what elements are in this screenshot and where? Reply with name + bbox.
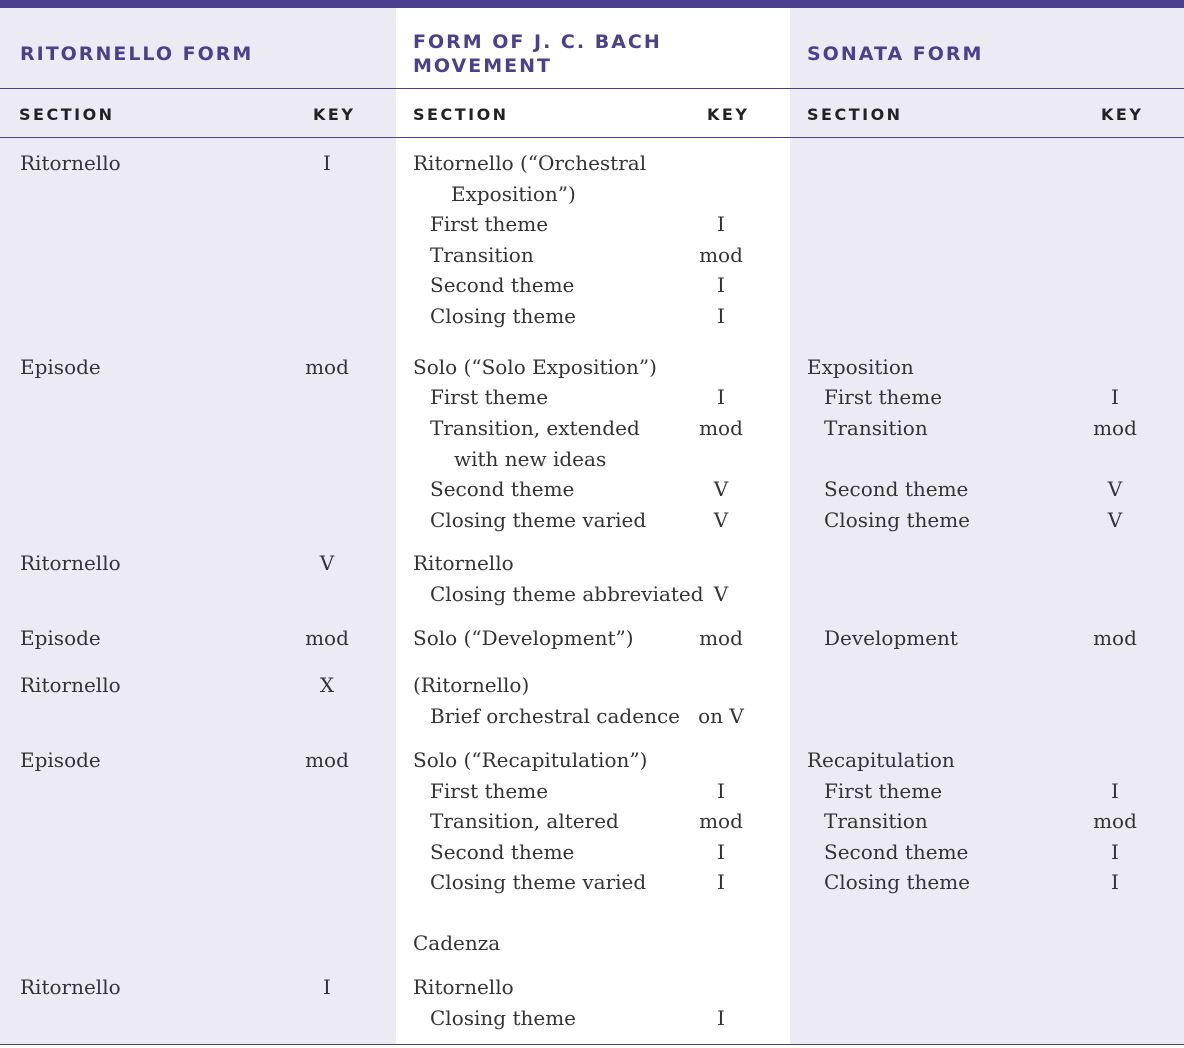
sonata-section-cell: Exposition bbox=[807, 355, 914, 379]
ritornello-key-cell: V bbox=[319, 551, 335, 575]
sonata-section-cell: Development bbox=[824, 626, 958, 650]
bach-key-cell: I bbox=[717, 273, 725, 297]
bach-section-cell: with new ideas bbox=[454, 447, 607, 471]
sonata-section-cell: Transition bbox=[824, 416, 928, 440]
bach-section-cell: Ritornello bbox=[413, 551, 514, 575]
ritornello-section-cell: Ritornello bbox=[20, 673, 121, 697]
bach-section-cell: Second theme bbox=[430, 477, 575, 501]
bach-section-cell: Solo (“Recapitulation”) bbox=[413, 748, 648, 772]
bach-section-cell: Closing theme bbox=[430, 304, 576, 328]
bach-key-cell: I bbox=[717, 1006, 725, 1030]
sonata-key-cell: V bbox=[1107, 477, 1123, 501]
bach-section-cell: Closing theme varied bbox=[430, 508, 647, 532]
sonata-key-cell: I bbox=[1111, 840, 1119, 864]
bach-key-cell: mod bbox=[699, 809, 743, 833]
bach-section-cell: First theme bbox=[430, 212, 549, 236]
bach-form-heading: FORM OF J. C. BACH MOVEMENT bbox=[413, 31, 662, 77]
bach-key-cell: mod bbox=[699, 416, 743, 440]
ritornello-section-header: SECTION bbox=[19, 105, 115, 124]
bach-section-cell: Closing theme bbox=[430, 1006, 576, 1030]
sonata-section-cell: Second theme bbox=[824, 477, 969, 501]
ritornello-section-cell: Ritornello bbox=[20, 975, 121, 999]
ritornello-key-cell: mod bbox=[305, 355, 349, 379]
bach-section-cell: Closing theme abbreviated bbox=[430, 582, 704, 606]
ritornello-key-header: KEY bbox=[313, 105, 356, 124]
bach-section-header: SECTION bbox=[413, 105, 509, 124]
sonata-key-cell: I bbox=[1111, 385, 1119, 409]
bach-section-cell: Solo (“Solo Exposition”) bbox=[413, 355, 657, 379]
bach-section-cell: Closing theme varied bbox=[430, 870, 647, 894]
ritornello-key-cell: I bbox=[323, 975, 331, 999]
ritornello-form-heading: RITORNELLO FORM bbox=[20, 43, 254, 65]
bach-key-cell: I bbox=[717, 870, 725, 894]
bach-key-cell: I bbox=[717, 385, 725, 409]
bach-section-cell: Transition bbox=[430, 243, 534, 267]
sonata-section-cell: Second theme bbox=[824, 840, 969, 864]
bach-section-cell: Exposition”) bbox=[451, 182, 576, 206]
bach-key-cell: on V bbox=[698, 704, 744, 728]
bach-key-cell: V bbox=[713, 477, 729, 501]
ritornello-section-cell: Ritornello bbox=[20, 551, 121, 575]
sonata-section-cell: First theme bbox=[824, 779, 943, 803]
ritornello-key-cell: mod bbox=[305, 748, 349, 772]
bach-section-cell: Solo (“Development”) bbox=[413, 626, 634, 650]
sonata-key-header: KEY bbox=[1101, 105, 1144, 124]
top-border bbox=[0, 0, 1184, 8]
bach-section-cell: Brief orchestral cadence bbox=[430, 704, 680, 728]
bach-key-cell: I bbox=[717, 840, 725, 864]
bach-section-cell: Transition, altered bbox=[430, 809, 619, 833]
sonata-key-cell: V bbox=[1107, 508, 1123, 532]
bach-key-cell: I bbox=[717, 212, 725, 236]
bach-section-cell: (Ritornello) bbox=[413, 673, 530, 697]
sonata-key-cell: I bbox=[1111, 870, 1119, 894]
bach-section-cell: First theme bbox=[430, 385, 549, 409]
bach-key-cell: V bbox=[713, 508, 729, 532]
ritornello-section-cell: Ritornello bbox=[20, 151, 121, 175]
sonata-form-heading: SONATA FORM bbox=[807, 43, 984, 65]
ritornello-key-cell: mod bbox=[305, 626, 349, 650]
sonata-key-cell: mod bbox=[1093, 626, 1137, 650]
bach-section-cell: First theme bbox=[430, 779, 549, 803]
sonata-section-cell: Transition bbox=[824, 809, 928, 833]
sonata-section-cell: Closing theme bbox=[824, 508, 970, 532]
sonata-key-cell: mod bbox=[1093, 809, 1137, 833]
ritornello-section-cell: Episode bbox=[20, 626, 101, 650]
bach-section-cell: Second theme bbox=[430, 273, 575, 297]
ritornello-section-cell: Episode bbox=[20, 355, 101, 379]
bach-section-cell: Ritornello bbox=[413, 975, 514, 999]
bottom-border bbox=[0, 1044, 1184, 1045]
bach-section-cell: Second theme bbox=[430, 840, 575, 864]
header-divider bbox=[0, 88, 1184, 89]
sonata-section-cell: Recapitulation bbox=[807, 748, 955, 772]
sonata-key-cell: mod bbox=[1093, 416, 1137, 440]
bach-section-cell: Transition, extended bbox=[430, 416, 640, 440]
subheader-divider bbox=[0, 137, 1184, 138]
sonata-section-cell: Closing theme bbox=[824, 870, 970, 894]
ritornello-section-cell: Episode bbox=[20, 748, 101, 772]
sonata-section-cell: First theme bbox=[824, 385, 943, 409]
sonata-key-cell: I bbox=[1111, 779, 1119, 803]
bach-key-cell: V bbox=[713, 582, 729, 606]
bach-section-cell: Ritornello (“Orchestral bbox=[413, 151, 647, 175]
bach-key-header: KEY bbox=[707, 105, 750, 124]
bach-key-cell: I bbox=[717, 779, 725, 803]
bach-key-cell: mod bbox=[699, 243, 743, 267]
ritornello-key-cell: I bbox=[323, 151, 331, 175]
bach-key-cell: I bbox=[717, 304, 725, 328]
sonata-section-header: SECTION bbox=[807, 105, 903, 124]
bach-key-cell: mod bbox=[699, 626, 743, 650]
bach-section-cell: Cadenza bbox=[413, 931, 501, 955]
ritornello-key-cell: X bbox=[319, 673, 335, 697]
